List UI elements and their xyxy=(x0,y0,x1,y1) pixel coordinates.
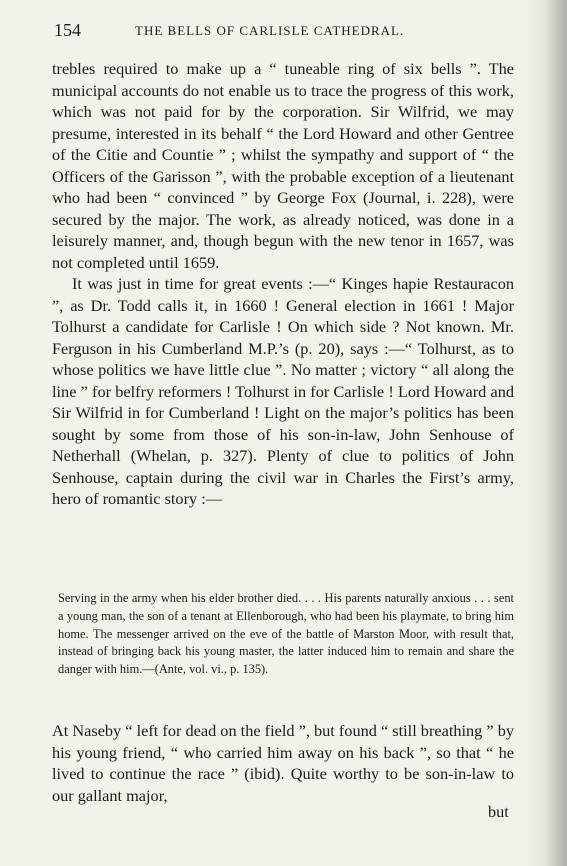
running-title: THE BELLS OF CARLISLE CATHEDRAL. xyxy=(135,23,405,38)
page-header xyxy=(54,20,519,46)
quote-text: Serving in the army when his elder brother died. . . . His parents naturally anxious . . . sent a young man, the son of a tenant at Ellenborough, who had been his playmate, to bring him home. The messenger arrived on the eve of the battle of Marston Moor, with result that, instead of bringing back his young master, the latter induced him to remain and share the danger with him.—(Ante, vol. vi., p. 135). xyxy=(58,591,514,677)
main-text xyxy=(52,58,514,510)
catchword: but xyxy=(488,802,509,821)
paragraph-1: trebles required to make up a “ tuneable ring of six bells ”. The municipal accounts do not enable us to trace the progress of this work, which was not paid for by the corporation. Sir Wilfrid, we may presume, interested in its behalf “ the Lord Howard and other Gentree of the Citie and Countie ” ; whilst the sympathy and support of “ the Officers of the Garisson ”, with the probable exception of a lieutenant who had been “ convinced ” by George Fox (Journal, i. 228), were secured by the major. The work, as already noticed, was done in a leisurely manner, and, though begun with the new tenor in 1657, was not completed until 1659. xyxy=(52,59,514,272)
block-quote xyxy=(58,590,514,679)
page-number: 154 xyxy=(54,20,81,40)
paragraph-2: It was just in time for great events :—“ Kinges hapie Restauracon ”, as Dr. Todd calls it, in 1660 ! General election in 1661 ! Major Tolhurst a candidate for Carlisle ! On which side ? Not known. Mr. Ferguson in his Cumberland M.P.’s (p. 20), says :—“ Tolhurst, as to whose politics we have little clue ”. No matter ; victory “ all along the line ” for belfry reformers ! Tolhurst in for Carlisle ! Lord Howard and Sir Wilfrid in for Cumberland ! Light on the major’s politics has been sought by some from those of his son-in-law, John Senhouse of Netherhall (Whelan, p. 327). Plenty of clue to politics of John Senhouse, captain during the civil war in Charles the First’s army, hero of romantic story :— xyxy=(52,274,514,508)
paragraph-3: At Naseby “ left for dead on the field ”, but found “ still breathing ” by his young friend, “ who carried him away on his back ”, so that “ he lived to continue the race ” (ibid). Quite worthy to be son-in-law to our gallant major, xyxy=(52,721,514,805)
page-edge-shadow xyxy=(527,0,567,866)
continuation-text xyxy=(52,720,514,806)
